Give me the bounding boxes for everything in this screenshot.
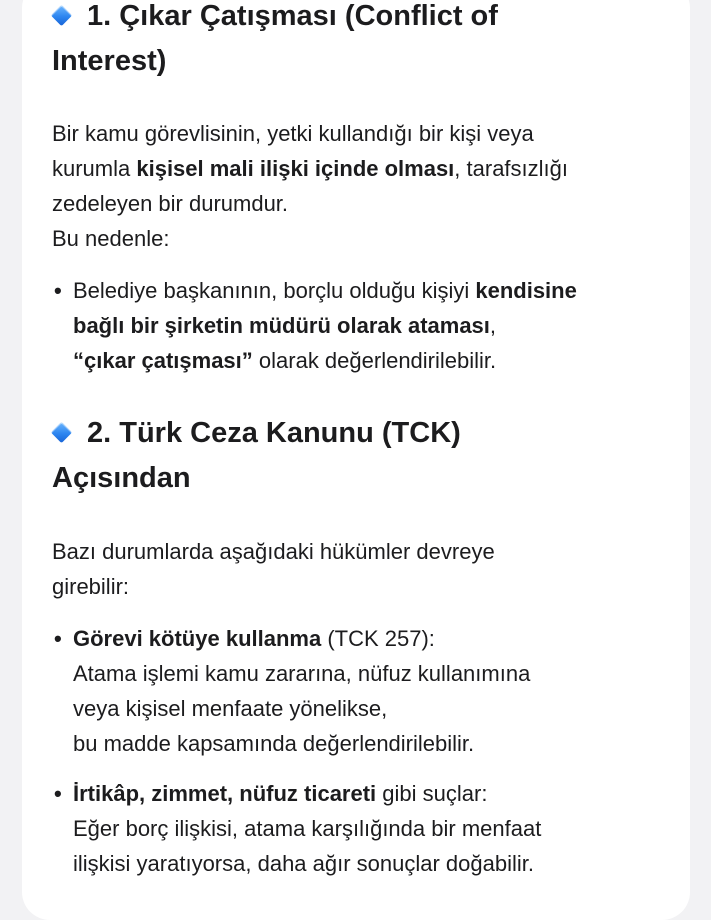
section-1-paragraph-line-4: Bu nedenle:: [52, 226, 170, 251]
section-2-paragraph-line-1: Bazı durumlarda aşağıdaki hükümler devreye: [52, 539, 495, 564]
section-1-paragraph-line-3: zedeleyen bir durumdur.: [52, 191, 289, 216]
bullet-dot: •: [54, 626, 62, 651]
text-run: Belediye başkanının, borçlu olduğu kişiyi: [73, 278, 476, 303]
section-1-heading: [52, 0, 692, 84]
text-run: gibi suçlar:: [376, 781, 488, 806]
section-1-heading-text: 1. Çıkar Çatışması (Conflict of: [87, 0, 498, 32]
bullet-line: bu madde kapsamında değerlendirilebilir.: [73, 731, 475, 756]
bold-text-run: kendisine: [475, 278, 577, 303]
text-run: kurumla: [52, 156, 137, 181]
text-run: olarak değerlendirilebilir.: [252, 348, 497, 373]
text-run: (TCK 257):: [321, 626, 435, 651]
list-item: [52, 776, 541, 881]
bold-text-run: “çıkar çatışması”: [73, 348, 253, 373]
section-1-paragraph: [52, 116, 568, 256]
blue-diamond-icon: [51, 5, 72, 26]
bullet-line: [73, 308, 577, 343]
text-run: ,: [489, 313, 497, 338]
bullet-line: [73, 776, 541, 811]
section-2-paragraph-line-2: girebilir:: [52, 574, 130, 599]
section-1-bullet-list: [52, 273, 577, 378]
section-2-heading-line-1: [46, 411, 692, 456]
bold-text-run: İrtikâp, zimmet, nüfuz ticareti: [73, 781, 377, 806]
text-run: , tarafsızlığı: [454, 156, 569, 181]
blue-diamond-icon: [51, 422, 72, 443]
section-1-heading-line-1: [46, 0, 692, 39]
section-2-heading: [52, 411, 692, 501]
bullet-dot: •: [54, 278, 62, 303]
bullet-line: [73, 621, 541, 656]
bullet-line: ilişkisi yaratıyorsa, daha ağır sonuçlar doğabilir.: [73, 851, 535, 876]
section-2-bullet-list: [52, 621, 541, 881]
section-1-paragraph-line-2: [52, 151, 568, 186]
section-1-paragraph-line-1: Bir kamu görevlisinin, yetki kullandığı bir kişi veya: [52, 121, 534, 146]
bullet-line: veya kişisel menfaate yönelikse,: [73, 696, 388, 721]
list-item: [52, 273, 577, 378]
bullet-line: [73, 343, 577, 378]
section-2-paragraph: [52, 534, 495, 604]
bullet-line: Atama işlemi kamu zararına, nüfuz kullanımına: [73, 661, 531, 686]
bold-text-run: bağlı bir şirketin müdürü olarak ataması: [73, 313, 490, 338]
bullet-line: [73, 273, 577, 308]
bullet-dot: •: [54, 781, 62, 806]
section-1-heading-line-2: Interest): [52, 45, 167, 77]
section-2-heading-text: 2. Türk Ceza Kanunu (TCK): [87, 417, 461, 449]
bold-text-run: Görevi kötüye kullanma: [73, 626, 322, 651]
section-2-heading-line-2: Açısından: [52, 462, 191, 494]
list-item: [52, 621, 541, 761]
bold-text-run: kişisel mali ilişki içinde olması: [136, 156, 455, 181]
bullet-line: Eğer borç ilişkisi, atama karşılığında bir menfaat: [73, 816, 542, 841]
